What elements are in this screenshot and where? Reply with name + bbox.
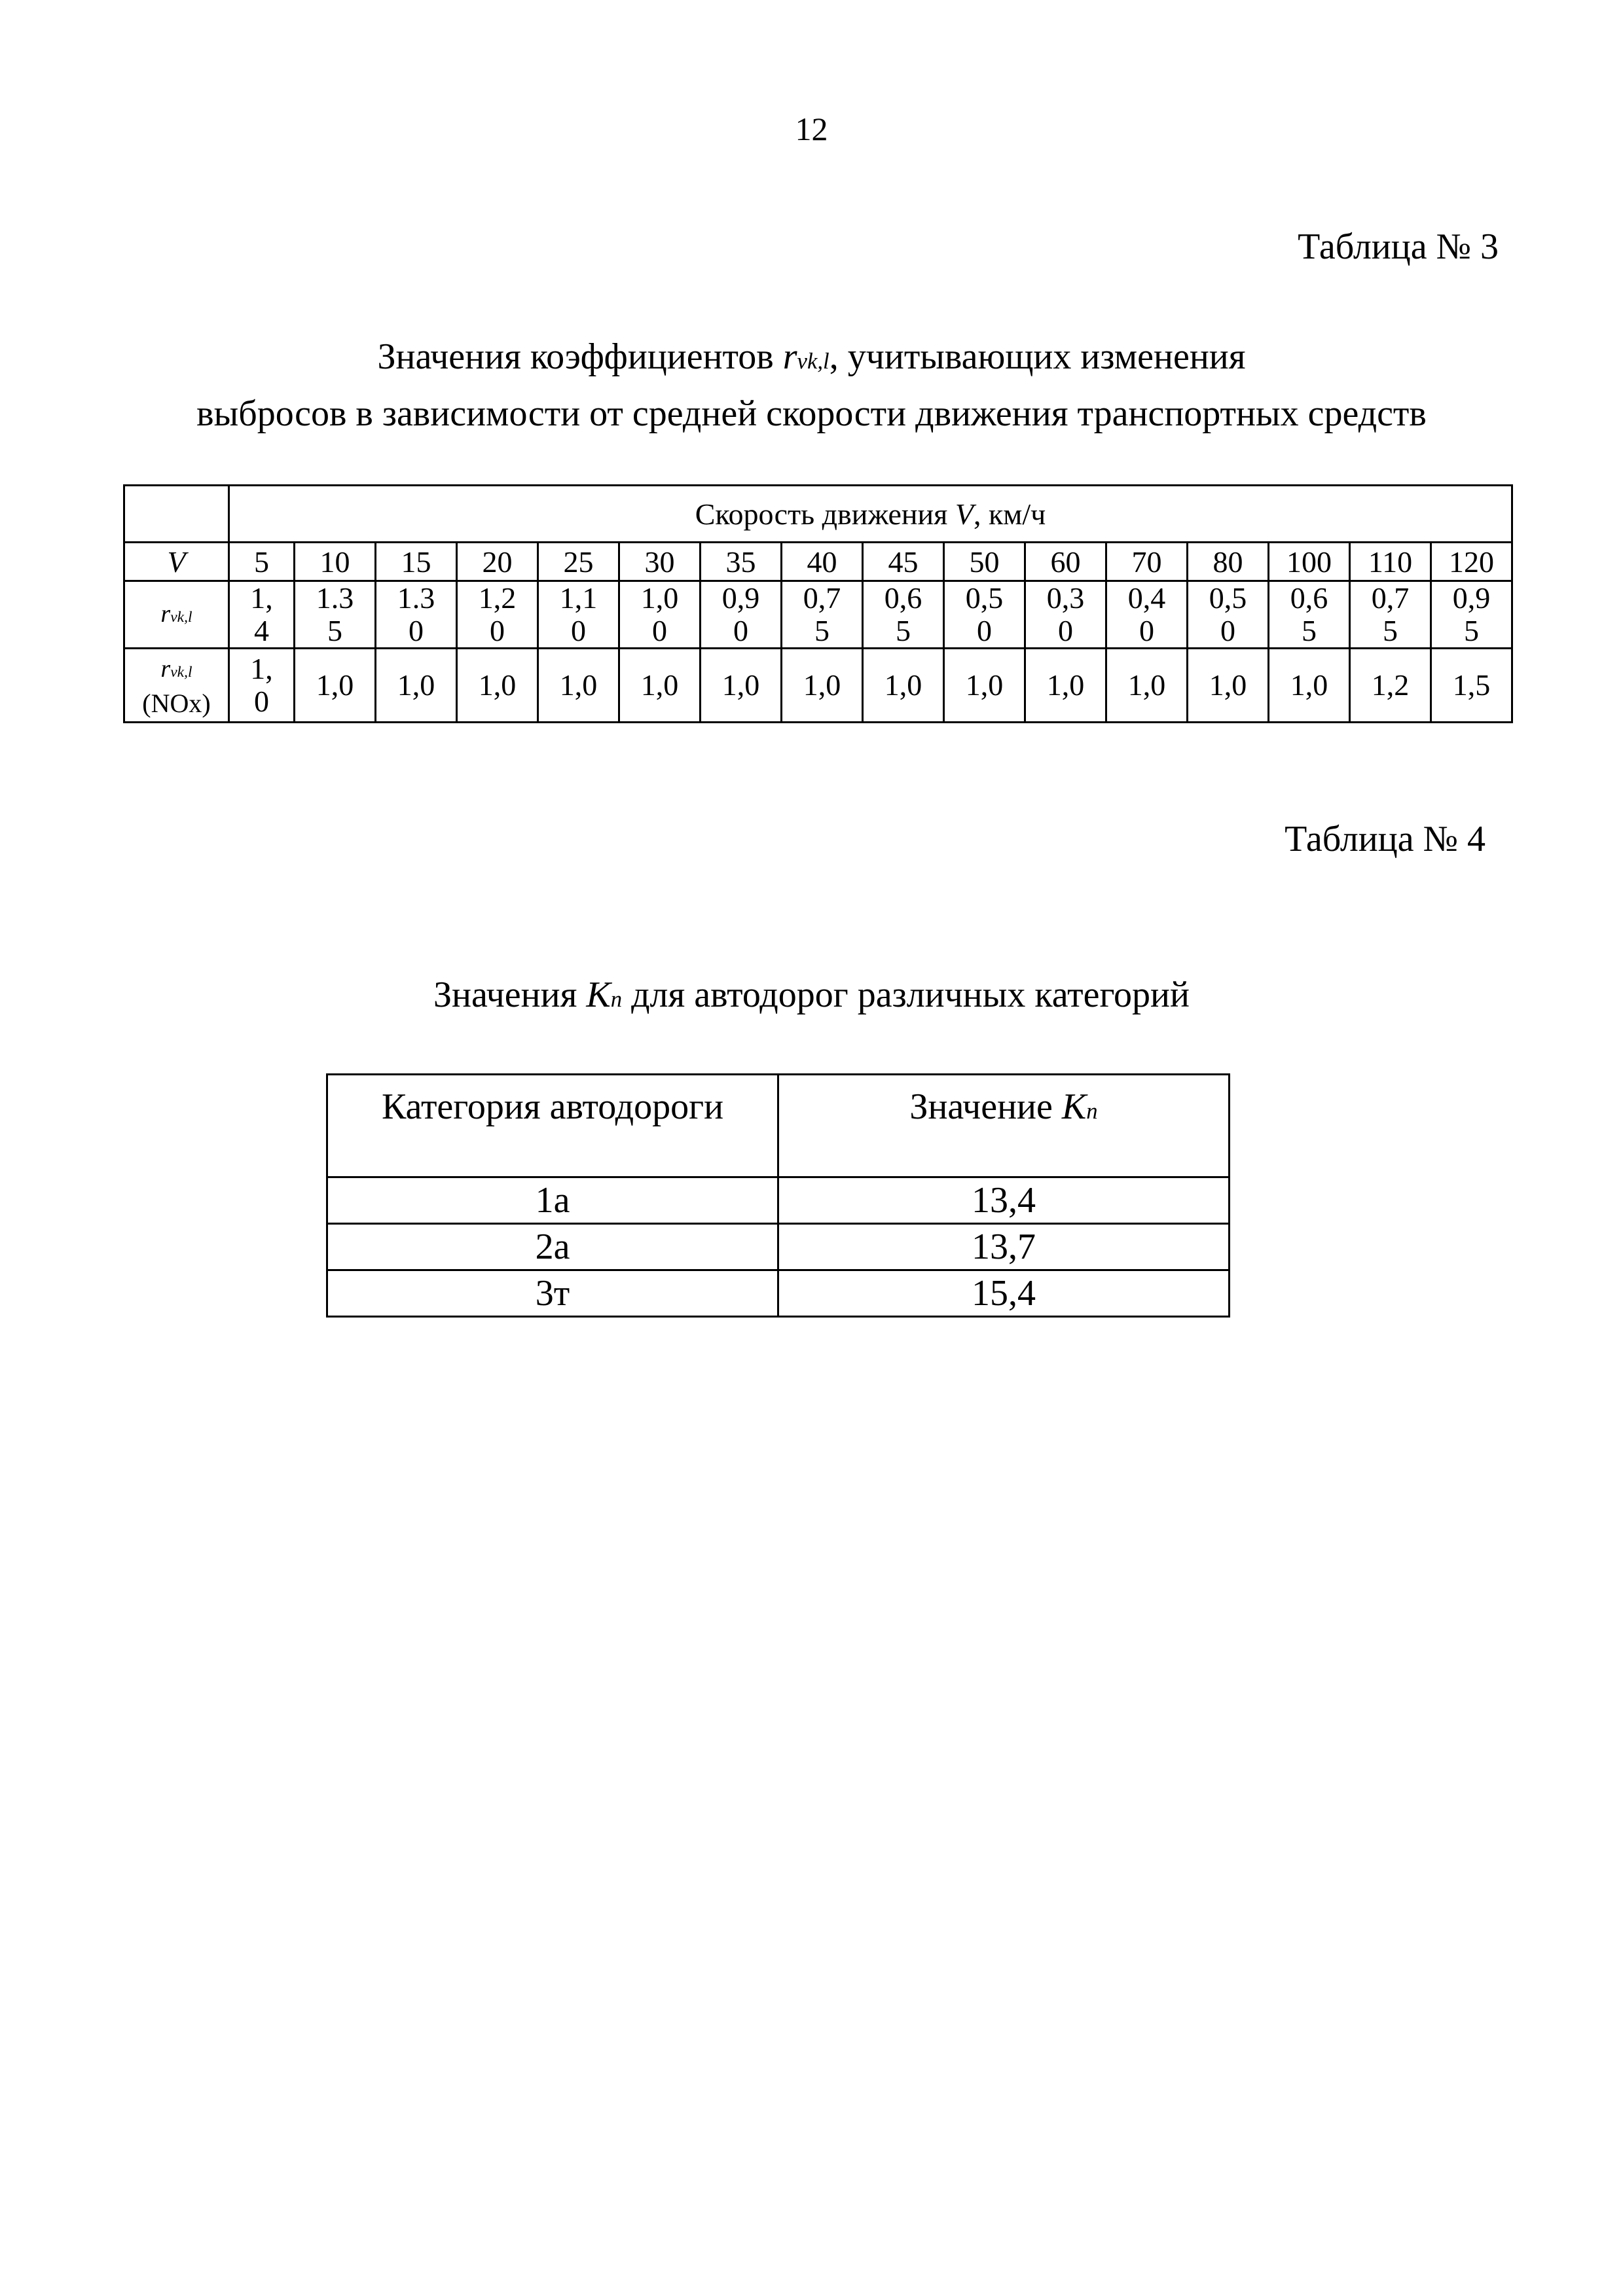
title-symbol (586, 975, 622, 1015)
row-label-r (124, 581, 229, 649)
table3-title-line2: выбросов в зависимости от средней скорости движения транспортных средств (196, 393, 1427, 434)
nox-value-cell: 1,0 (701, 649, 782, 723)
nox-value-cell: 1,0 (376, 649, 457, 723)
symbol-k: K (586, 975, 611, 1015)
header-symbol: V (955, 497, 974, 531)
category-cell: 2a (327, 1224, 778, 1270)
r-value-line1: 0,6 (1290, 581, 1328, 615)
speed-cell: 35 (701, 543, 782, 581)
nox-value-cell: 1,0 (295, 649, 376, 723)
r-value-line1: 1,2 (478, 581, 517, 615)
r-value-cell (457, 581, 538, 649)
value-header-text: Значение (909, 1086, 1062, 1127)
table3-title (0, 331, 1623, 440)
nox-value-line2: 0 (254, 685, 269, 718)
r-value-cell (376, 581, 457, 649)
r-value-line2: 0 (1220, 614, 1235, 647)
symbol-sub: n (610, 986, 623, 1012)
r-value-line2: 0 (490, 614, 505, 647)
speed-cell: 15 (376, 543, 457, 581)
nox-value-cell: 1,0 (944, 649, 1025, 723)
value-cell: 13,7 (778, 1224, 1230, 1270)
r-value-cell (619, 581, 701, 649)
nox-sub: vk,l (170, 663, 192, 681)
r-value-line2: 5 (1383, 614, 1398, 647)
header-text: Скорость движения (695, 497, 955, 531)
nox-value-cell: 1,0 (1269, 649, 1350, 723)
r-value-cell (1188, 581, 1269, 649)
r-row (124, 581, 1512, 649)
r-value-line1: 0,6 (884, 581, 922, 615)
r-value-line2: 5 (1302, 614, 1317, 647)
category-header: Категория автодороги (327, 1075, 778, 1177)
table-row (327, 1270, 1230, 1317)
symbol-r: r (782, 336, 797, 377)
r-value-cell (944, 581, 1025, 649)
r-value-line1: 0,5 (965, 581, 1004, 615)
nox-value-cell: 1,0 (1106, 649, 1188, 723)
r-value-line1: 0,9 (1452, 581, 1491, 615)
r-value-cell (701, 581, 782, 649)
page-number: 12 (795, 111, 828, 147)
speed-cell: 25 (538, 543, 619, 581)
speed-header-cell (229, 486, 1512, 543)
v-label: V (167, 545, 186, 579)
r-value-line1: 1.3 (397, 581, 435, 615)
r-value-line2: 5 (327, 614, 342, 647)
symbol-sub: vk,l (797, 348, 830, 374)
speed-cell: 40 (782, 543, 863, 581)
category-cell: 3т (327, 1270, 778, 1317)
nox-symbol: r (160, 655, 171, 683)
nox-value-cell: 1,0 (457, 649, 538, 723)
title-text: Значения (433, 975, 587, 1015)
nox-value-cell: 1,5 (1431, 649, 1512, 723)
r-value-line1: 0,7 (803, 581, 841, 615)
r-value-line2: 5 (896, 614, 911, 647)
r-value-line1: 0,7 (1371, 581, 1410, 615)
r-value-line2: 0 (409, 614, 424, 647)
r-symbol: r (160, 600, 171, 628)
table3 (123, 484, 1513, 723)
table4-caption: Таблица № 4 (1285, 819, 1486, 859)
title-text: для автодорог различных категорий (622, 975, 1190, 1015)
speed-row (124, 543, 1512, 581)
r-value-line1: 0,9 (721, 581, 760, 615)
nox-value-cell: 1,0 (538, 649, 619, 723)
nox-value-cell: 1,0 (1025, 649, 1106, 723)
speed-cell: 80 (1188, 543, 1269, 581)
value-cell: 13,4 (778, 1177, 1230, 1224)
value-cell: 15,4 (778, 1270, 1230, 1317)
speed-cell: 50 (944, 543, 1025, 581)
r-label (160, 600, 192, 628)
nox-value-cell: 1,0 (782, 649, 863, 723)
table3-caption: Таблица № 3 (1298, 226, 1499, 267)
r-value-cell (1350, 581, 1431, 649)
r-value-line1: 0,5 (1209, 581, 1247, 615)
r-value-line2: 0 (1058, 614, 1073, 647)
title-text: Значения коэффициентов (377, 336, 783, 377)
title-symbol (783, 336, 830, 377)
r-value-cell (1025, 581, 1106, 649)
table4-title (0, 969, 1623, 1026)
table3-title-line1 (0, 331, 1623, 387)
speed-cell: 70 (1106, 543, 1188, 581)
nox-value-cell: 1,0 (1188, 649, 1269, 723)
value-header-symbol (1062, 1086, 1098, 1127)
nox-row (124, 649, 1512, 723)
r-value-line2: 0 (977, 614, 992, 647)
r-value-cell (229, 581, 295, 649)
r-sub: vk,l (170, 609, 192, 626)
nox-label-text: (NOx) (142, 688, 211, 718)
header-unit: , км/ч (973, 497, 1046, 531)
speed-cell: 100 (1269, 543, 1350, 581)
title-text: , учитывающих изменения (829, 336, 1246, 377)
r-value-cell (295, 581, 376, 649)
r-value-cell (1431, 581, 1512, 649)
r-value-line1: 1,0 (640, 581, 679, 615)
r-value-cell (863, 581, 944, 649)
r-value-line2: 0 (571, 614, 586, 647)
r-value-line2: 0 (652, 614, 667, 647)
r-value-line1: 1, (250, 581, 273, 615)
category-cell: 1a (327, 1177, 778, 1224)
value-header (778, 1075, 1230, 1177)
r-value-line2: 0 (733, 614, 748, 647)
r-value-line1: 1,1 (559, 581, 598, 615)
symbol-k: K (1061, 1086, 1087, 1127)
table-row (327, 1224, 1230, 1270)
r-value-line1: 0,4 (1127, 581, 1166, 615)
nox-value-cell: 1,2 (1350, 649, 1431, 723)
speed-cell: 5 (229, 543, 295, 581)
nox-value-cell: 1,0 (619, 649, 701, 723)
r-value-line2: 5 (1464, 614, 1480, 647)
r-value-cell (782, 581, 863, 649)
row-label-v (124, 543, 229, 581)
speed-cell: 45 (863, 543, 944, 581)
speed-cell: 60 (1025, 543, 1106, 581)
nox-value-cell (229, 649, 295, 723)
speed-cell: 30 (619, 543, 701, 581)
corner-cell (124, 486, 229, 543)
nox-value-cell: 1,0 (863, 649, 944, 723)
r-value-cell (538, 581, 619, 649)
r-value-line2: 0 (1139, 614, 1154, 647)
r-value-line2: 4 (254, 614, 269, 647)
speed-cell: 20 (457, 543, 538, 581)
symbol-sub: n (1086, 1098, 1098, 1124)
speed-cell: 110 (1350, 543, 1431, 581)
r-value-line1: 0,3 (1046, 581, 1085, 615)
row-label-nox (124, 649, 229, 723)
speed-cell: 10 (295, 543, 376, 581)
table-row (327, 1177, 1230, 1224)
r-value-line1: 1.3 (316, 581, 354, 615)
r-value-cell (1106, 581, 1188, 649)
table4 (326, 1073, 1230, 1318)
r-value-cell (1269, 581, 1350, 649)
speed-cell: 120 (1431, 543, 1512, 581)
r-value-line2: 5 (814, 614, 830, 647)
nox-label-symbol (125, 653, 228, 689)
table3-header-row (124, 486, 1512, 543)
table4-header-row (327, 1075, 1230, 1177)
nox-value-line1: 1, (250, 652, 273, 685)
